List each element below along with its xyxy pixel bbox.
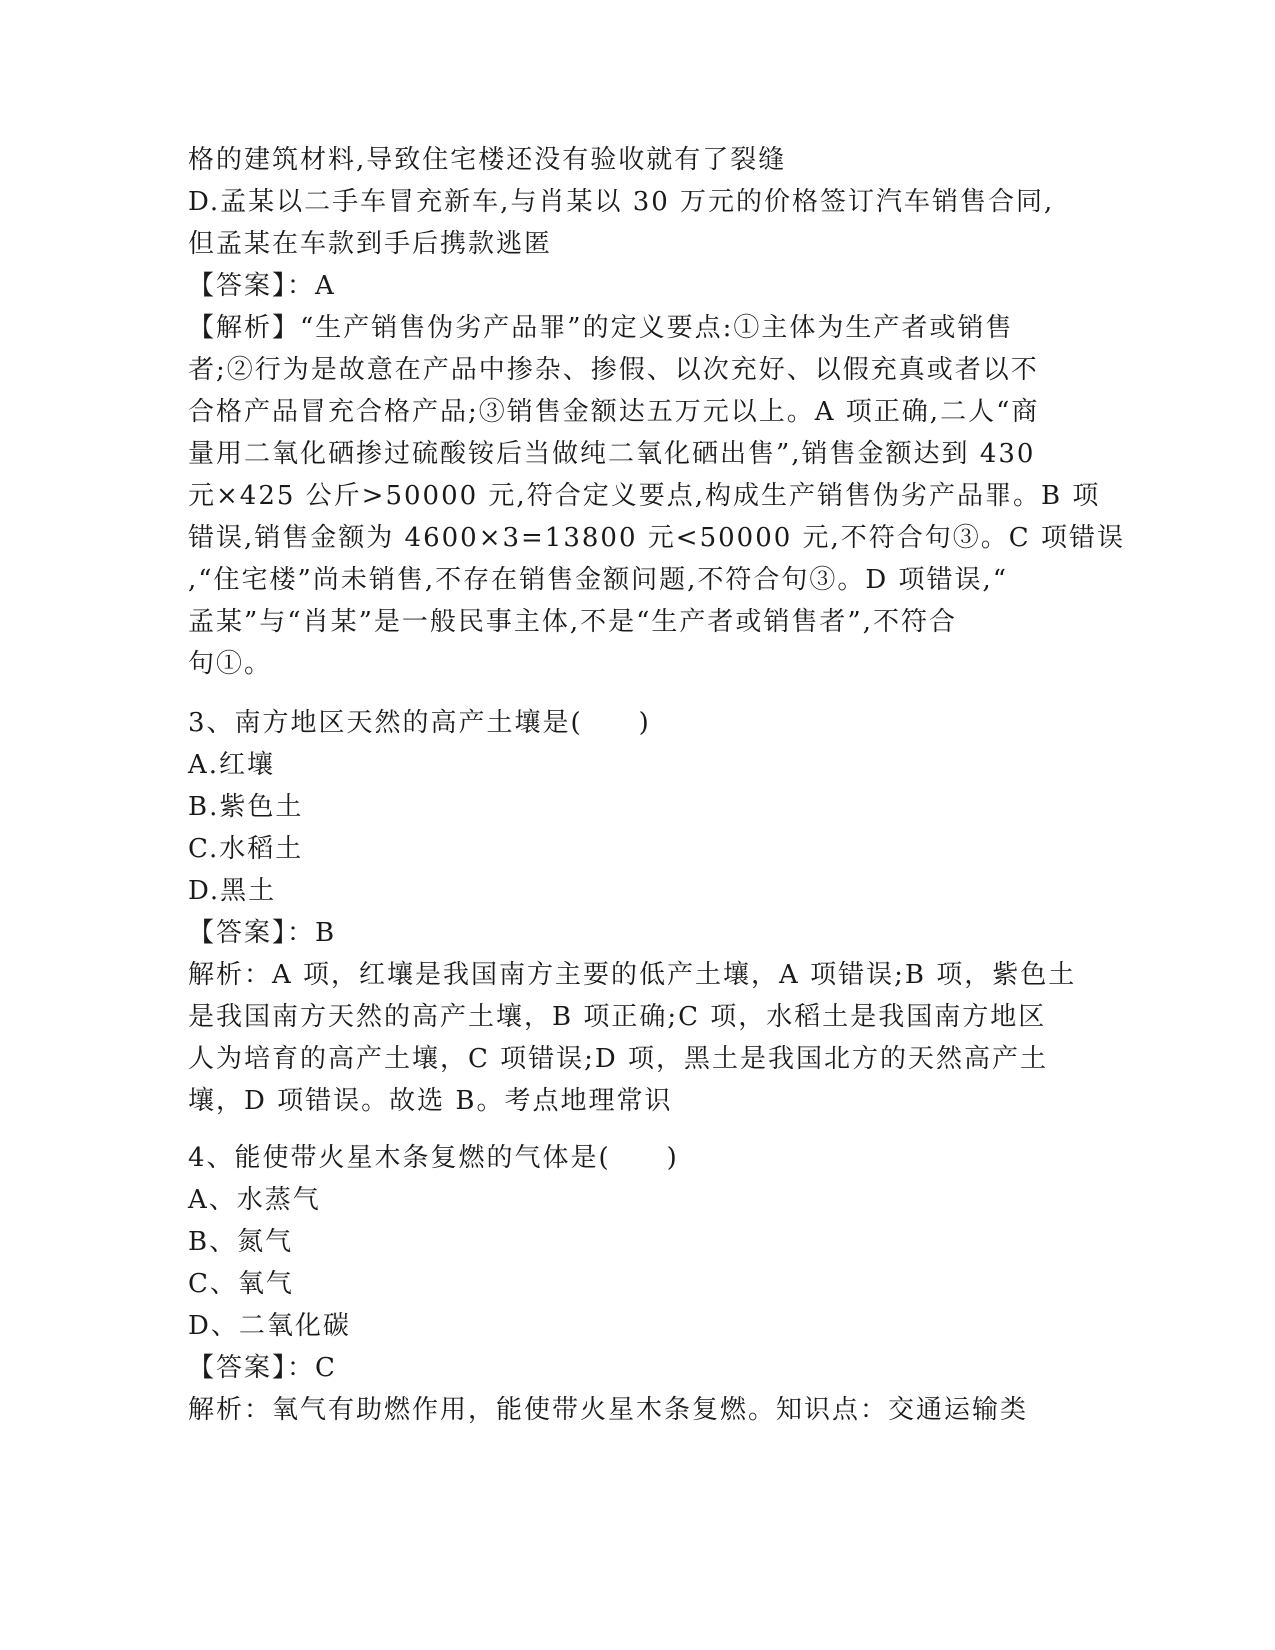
q3-analysis-line: 解析：A 项，红壤是我国南方主要的低产土壤，A 项错误;B 项，紫色土 <box>188 960 1077 990</box>
q2-analysis-line: 孟某”与“肖某”是一般民事主体,不是“生产者或销售者”,不符合 <box>188 607 957 637</box>
q2-analysis-line: ,“住宅楼”尚未销售,不存在销售金额问题,不符合句③。D 项错误,“ <box>188 565 1009 595</box>
q3-question: 3、南方地区天然的高产土壤是( ) <box>188 708 651 738</box>
q3-option-c: C.水稻土 <box>188 834 304 864</box>
q2-option-d-continuation: 但孟某在车款到手后携款逃匿 <box>188 229 553 259</box>
q2-analysis-line: 句①。 <box>188 649 273 679</box>
q3-option-b: B.紫色土 <box>188 792 304 822</box>
q3-analysis-line: 是我国南方天然的高产土壤，B 项正确;C 项，水稻土是我国南方地区 <box>188 1002 1047 1032</box>
q2-option-d: D.孟某以二手车冒充新车,与肖某以 30 万元的价格签订汽车销售合同, <box>188 187 1055 217</box>
q3-answer: 【答案】：B <box>188 918 337 948</box>
q2-analysis-line: 者;②行为是故意在产品中掺杂、掺假、以次充好、以假充真或者以不 <box>188 355 1039 385</box>
q2-analysis-line: 错误,销售金额为 4600×3=13800 元<50000 元,不符合句③。C 项错误 <box>188 523 1125 553</box>
q4-option-b: B、氮气 <box>188 1227 294 1257</box>
q2-answer: 【答案】：A <box>188 271 336 301</box>
q4-analysis-line: 解析：氧气有助燃作用，能使带火星木条复燃。知识点：交通运输类 <box>188 1395 1029 1425</box>
q4-option-d: D、二氧化碳 <box>188 1311 351 1341</box>
q3-option-d: D.黑土 <box>188 876 277 906</box>
q3-analysis-line: 壤，D 项错误。故选 B。考点地理常识 <box>188 1086 673 1116</box>
q4-question: 4、能使带火星木条复燃的气体是( ) <box>188 1143 679 1173</box>
q2-analysis-line: 【解析】“生产销售伪劣产品罪”的定义要点:①主体为生产者或销售 <box>188 313 1014 343</box>
q2-analysis-line: 量用二氧化硒掺过硫酸铵后当做纯二氧化硒出售”,销售金额达到 430 <box>188 439 1036 469</box>
q2-analysis-line: 元×425 公斤>50000 元,符合定义要点,构成生产销售伪劣产品罪。B 项 <box>188 481 1101 511</box>
q2-analysis-line: 合格产品冒充合格产品;③销售金额达五万元以上。A 项正确,二人“商 <box>188 397 1040 427</box>
q3-option-a: A.红壤 <box>188 750 276 780</box>
q4-answer: 【答案】：C <box>188 1353 337 1383</box>
q2-option-c-continuation: 格的建筑材料,导致住宅楼还没有验收就有了裂缝 <box>188 145 787 175</box>
q4-option-a: A、水蒸气 <box>188 1185 321 1215</box>
q3-analysis-line: 人为培育的高产土壤，C 项错误;D 项，黑土是我国北方的天然高产土 <box>188 1044 1049 1074</box>
q4-option-c: C、氧气 <box>188 1269 294 1299</box>
